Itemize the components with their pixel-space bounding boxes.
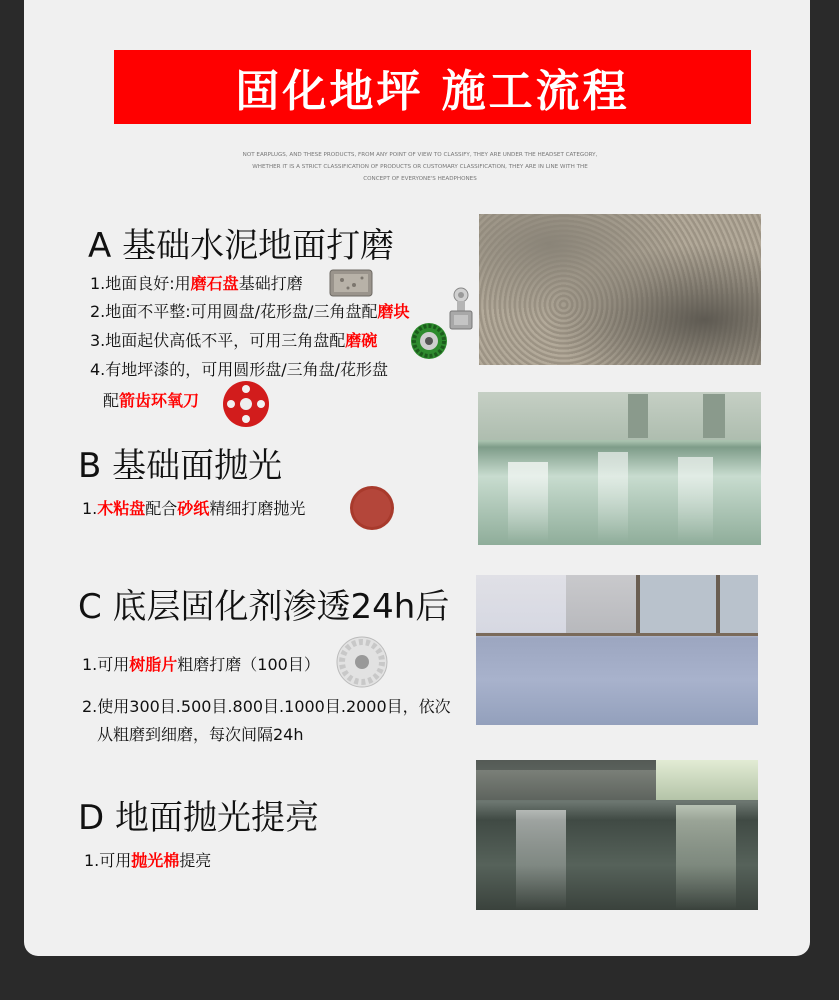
- polished-floor-photo-2: [476, 760, 758, 910]
- title-banner: [114, 50, 751, 124]
- section-d-heading: D 地面抛光提亮: [78, 798, 319, 838]
- section-b-heading: B 基础面抛光: [78, 446, 283, 486]
- section-a-item-3: 3.地面起伏高低不平，可用三角盘配磨碗: [90, 331, 378, 350]
- concrete-floor-photo: [479, 214, 761, 365]
- grinding-cup-wheel-icon: [410, 322, 448, 360]
- section-a-item-4-cont: 配箭齿环氧刀: [103, 391, 200, 410]
- polished-floor-photo-1: [478, 392, 761, 545]
- resin-pad-icon: [336, 636, 388, 688]
- section-c-item-2: 2.使用300目.500目.800目.1000目.2000目，依次: [82, 697, 451, 716]
- section-a-heading: A 基础水泥地面打磨: [88, 226, 395, 266]
- grinding-block-icon: [446, 286, 476, 334]
- section-c-item-2-cont: 从粗磨到细磨，每次间隔24h: [97, 725, 304, 744]
- english-subtext: [200, 149, 640, 185]
- subtext-line: NOT EARPLUGS, AND THESE PRODUCTS, FROM ANY POINT OF VIEW TO CLASSIFY, THEY ARE UNDER THE HEADSET CATEGORY,: [242, 152, 598, 158]
- banner-title: 固化地坪 施工流程: [235, 66, 630, 117]
- grindstone-disc-icon: [328, 266, 374, 300]
- section-a-item-2: 2.地面不平整:可用圆盘/花形盘/三角盘配磨块: [90, 302, 410, 321]
- sandpaper-disc-icon: [349, 485, 395, 531]
- section-b-item-1: 1.木粘盘配合砂纸精细打磨抛光: [82, 499, 306, 518]
- section-a-item-4: 4.有地坪漆的，可用圆形盘/三角盘/花形盘: [90, 360, 389, 379]
- section-c-heading: C 底层固化剂渗透24h后: [78, 587, 450, 627]
- epoxy-blade-disc-icon: [222, 380, 270, 428]
- section-c-item-1: 1.可用树脂片粗磨打磨（100目）: [82, 655, 320, 674]
- hardened-floor-photo: [476, 575, 758, 725]
- section-a-item-1: 1.地面良好:用磨石盘基础打磨: [90, 274, 303, 293]
- section-d-item-1: 1.可用抛光棉提亮: [84, 851, 212, 870]
- subtext-line: WHETHER IT IS A STRICT CLASSIFICATION OF PRODUCTS OR CUSTOMARY CLASSIFICATION, THEY ARE IN LINE WITH THE: [252, 164, 588, 170]
- subtext-line: CONCEPT OF EVERYONE'S HEADPHONES: [363, 176, 477, 182]
